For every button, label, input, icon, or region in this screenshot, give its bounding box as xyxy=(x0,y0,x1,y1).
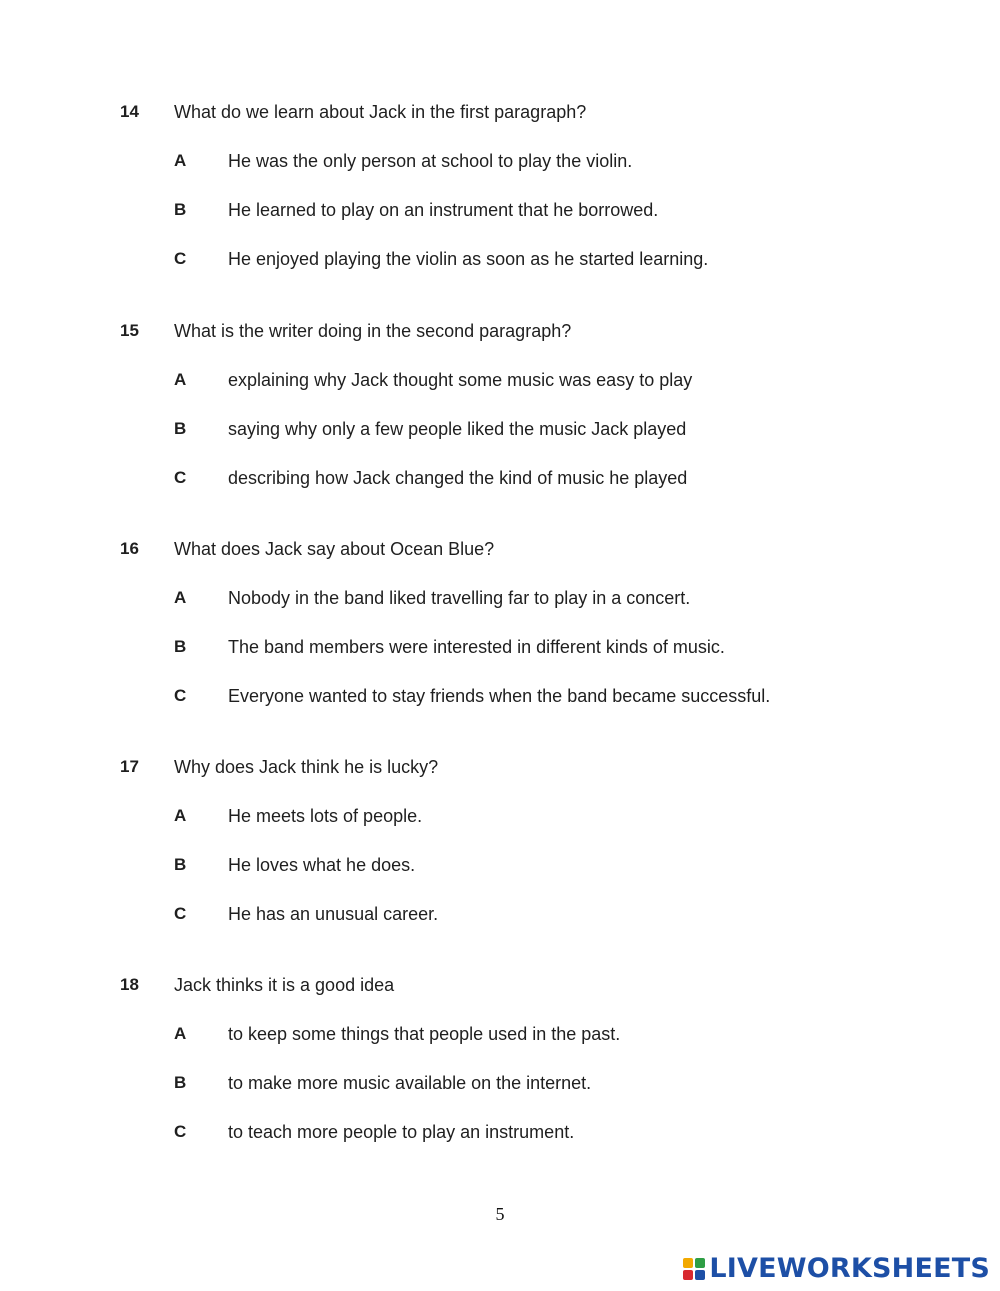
logo-square-icon xyxy=(683,1258,693,1268)
option-a[interactable] xyxy=(120,146,880,176)
option-text: He was the only person at school to play the violin. xyxy=(228,151,633,171)
question-number: 14 xyxy=(120,102,139,121)
logo-square-icon xyxy=(695,1258,705,1268)
answer-options xyxy=(120,365,880,493)
question-number: 16 xyxy=(120,539,139,558)
liveworksheets-watermark[interactable] xyxy=(683,1254,990,1284)
answer-options xyxy=(120,1019,880,1147)
question-stem xyxy=(120,316,880,346)
option-b[interactable] xyxy=(120,414,880,444)
option-letter: B xyxy=(174,637,187,656)
option-text: to make more music available on the internet. xyxy=(228,1073,592,1093)
option-letter: A xyxy=(174,370,187,389)
option-a[interactable] xyxy=(120,1019,880,1049)
question-15 xyxy=(120,316,880,493)
question-16 xyxy=(120,534,880,711)
logo-square-icon xyxy=(695,1270,705,1280)
option-a[interactable] xyxy=(120,365,880,395)
option-text: Nobody in the band liked travelling far to play in a concert. xyxy=(228,588,691,608)
option-b[interactable] xyxy=(120,850,880,880)
option-text: Everyone wanted to stay friends when the band became successful. xyxy=(228,686,771,706)
question-17 xyxy=(120,752,880,929)
option-letter: B xyxy=(174,855,187,874)
option-text: He learned to play on an instrument that he borrowed. xyxy=(228,200,659,220)
liveworksheets-logo-icon xyxy=(683,1258,705,1280)
option-letter: B xyxy=(174,1073,187,1092)
question-stem xyxy=(120,752,880,782)
option-c[interactable] xyxy=(120,244,880,274)
question-text: Jack thinks it is a good idea xyxy=(174,975,395,995)
option-text: He meets lots of people. xyxy=(228,806,423,826)
option-letter: A xyxy=(174,806,187,825)
option-b[interactable] xyxy=(120,1068,880,1098)
option-text: describing how Jack changed the kind of music he played xyxy=(228,468,688,488)
question-text: What do we learn about Jack in the first paragraph? xyxy=(174,102,587,122)
option-letter: A xyxy=(174,151,187,170)
question-stem xyxy=(120,97,880,127)
option-letter: B xyxy=(174,200,187,219)
liveworksheets-brand-text: LIVEWORKSHEETS xyxy=(709,1253,990,1284)
option-c[interactable] xyxy=(120,1117,880,1147)
option-text: The band members were interested in different kinds of music. xyxy=(228,637,725,657)
question-18 xyxy=(120,970,880,1147)
option-letter: A xyxy=(174,588,187,607)
question-stem xyxy=(120,534,880,564)
option-letter: C xyxy=(174,904,187,923)
question-number: 17 xyxy=(120,757,139,776)
question-number: 18 xyxy=(120,975,139,994)
option-letter: A xyxy=(174,1024,187,1043)
page-number: 5 xyxy=(495,1204,505,1224)
option-letter: C xyxy=(174,686,187,705)
option-text: explaining why Jack thought some music was easy to play xyxy=(228,370,693,390)
question-number: 15 xyxy=(120,321,139,340)
answer-options xyxy=(120,801,880,929)
question-text: Why does Jack think he is lucky? xyxy=(174,757,439,777)
option-text: He has an unusual career. xyxy=(228,904,439,924)
option-text: saying why only a few people liked the music Jack played xyxy=(228,419,687,439)
option-c[interactable] xyxy=(120,899,880,929)
answer-options xyxy=(120,583,880,711)
option-letter: C xyxy=(174,468,187,487)
option-a[interactable] xyxy=(120,583,880,613)
option-letter: B xyxy=(174,419,187,438)
option-letter: C xyxy=(174,1122,187,1141)
option-b[interactable] xyxy=(120,632,880,662)
question-stem xyxy=(120,970,880,1000)
option-text: to teach more people to play an instrument. xyxy=(228,1122,575,1142)
option-text: to keep some things that people used in the past. xyxy=(228,1024,621,1044)
option-letter: C xyxy=(174,249,187,268)
question-14 xyxy=(120,97,880,274)
question-text: What is the writer doing in the second paragraph? xyxy=(174,321,572,341)
answer-options xyxy=(120,146,880,274)
question-text: What does Jack say about Ocean Blue? xyxy=(174,539,495,559)
option-text: He enjoyed playing the violin as soon as he started learning. xyxy=(228,249,709,269)
option-a[interactable] xyxy=(120,801,880,831)
option-c[interactable] xyxy=(120,681,880,711)
option-b[interactable] xyxy=(120,195,880,225)
logo-square-icon xyxy=(683,1270,693,1280)
option-c[interactable] xyxy=(120,463,880,493)
option-text: He loves what he does. xyxy=(228,855,416,875)
